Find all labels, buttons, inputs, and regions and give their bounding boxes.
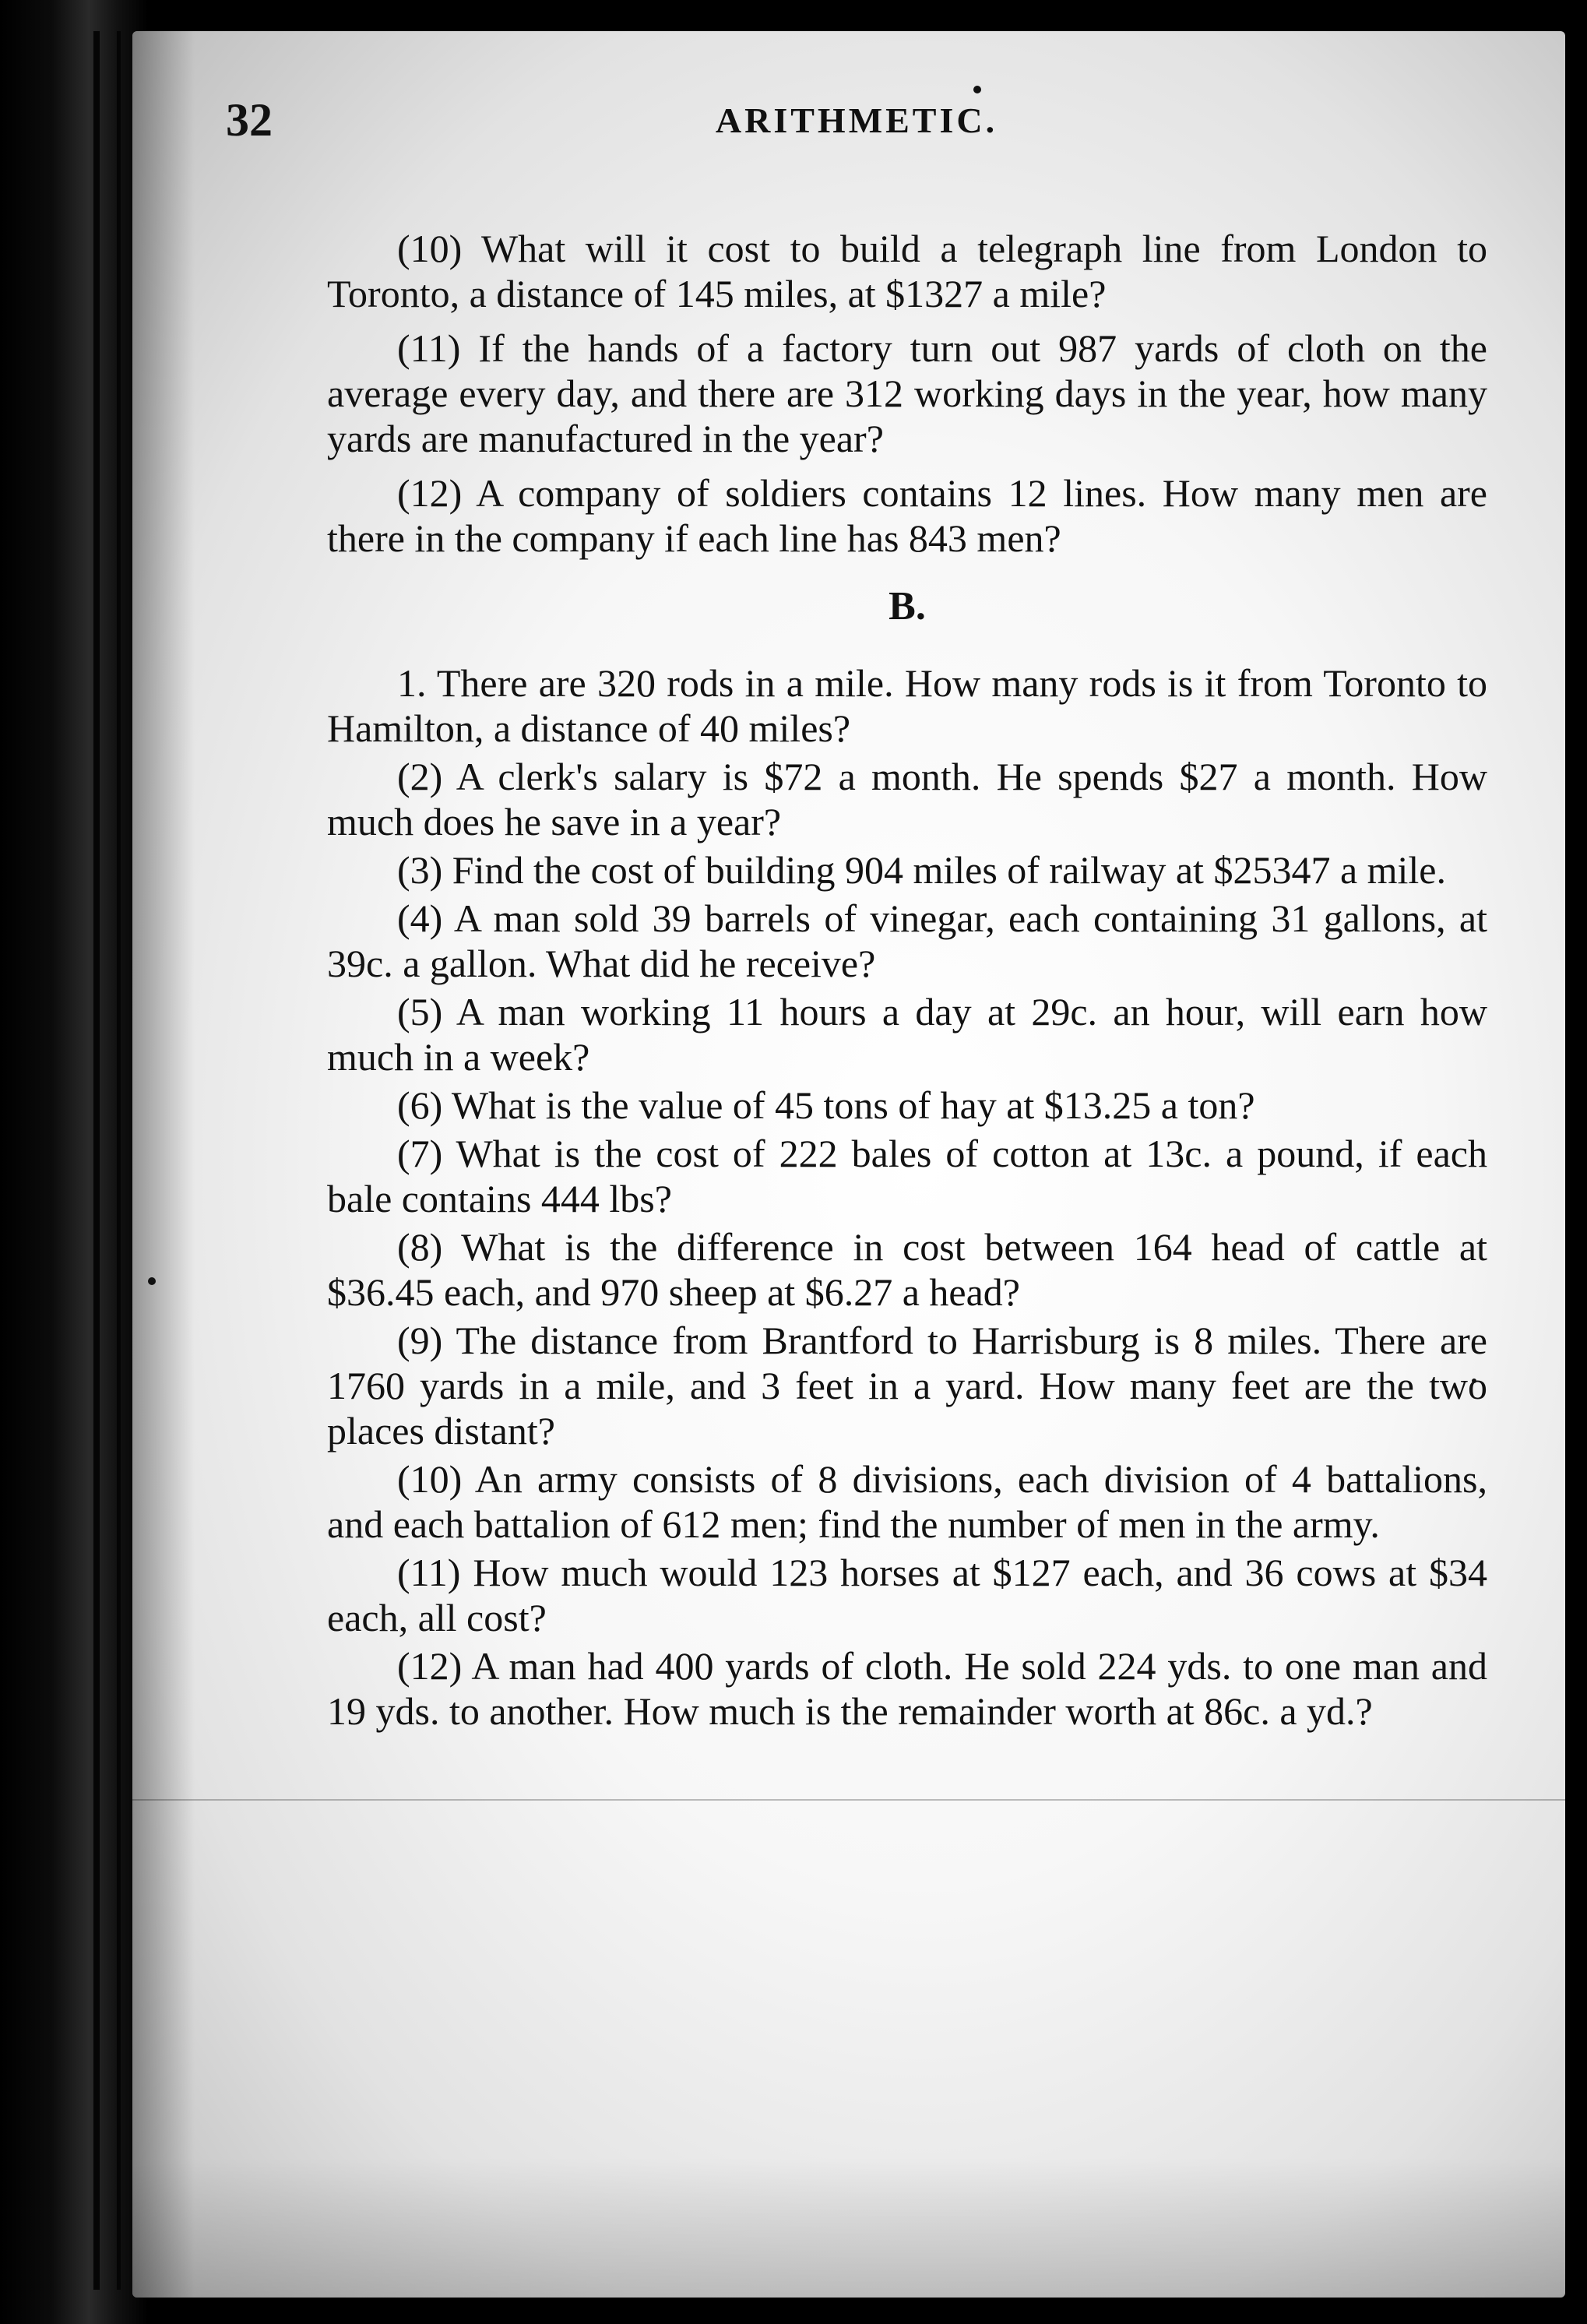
page-crease-line — [132, 1799, 1565, 1801]
problem-a-11: (11) If the hands of a factory turn out 987 yards of cloth on the average every day, and there are 312 working days in the year, how many yards are manufactured in the year? — [327, 326, 1487, 460]
page-bottom-shadow — [132, 2157, 1565, 2298]
problem-b-3: (3) Find the cost of building 904 miles of railway at $25347 a mile. — [397, 848, 1446, 892]
spine-line — [93, 31, 100, 2290]
problem-text-block — [327, 226, 1487, 1737]
problem-b-1: 1. There are 320 rods in a mile. How many rods is it from Toronto to Hamilton, a distance of 40 miles? — [327, 661, 1487, 750]
section-heading-b: B. — [889, 584, 926, 629]
problem-b-5: (5) A man working 11 hours a day at 29c. an hour, will earn how much in a week? — [327, 990, 1487, 1079]
book-spine-shadow — [0, 0, 148, 2324]
spine-line — [117, 31, 121, 2290]
problem-b-10: (10) An army consists of 8 divisions, each division of 4 battalions, and each battalion of 612 men; find the number of men in the army. — [327, 1457, 1487, 1546]
problem-b-9: (9) The distance from Brantford to Harrisburg is 8 miles. There are 1760 yards in a mile, and 3 feet in a yard. How many feet are the two places distant? — [327, 1319, 1487, 1452]
ink-speck — [973, 86, 981, 93]
problem-b-2: (2) A clerk's salary is $72 a month. He spends $27 a month. How much does he save in a year? — [327, 755, 1487, 843]
page-edge-shadow — [132, 31, 195, 2298]
problem-a-10: (10) What will it cost to build a telegraph line from London to Toronto, a distance of 145 miles, at $1327 a mile? — [327, 227, 1487, 315]
ink-speck — [148, 1277, 156, 1285]
problem-b-12: (12) A man had 400 yards of cloth. He sold 224 yds. to one man and 19 yds. to another. How much is the remainder worth at 86c. a yd.? — [327, 1644, 1487, 1733]
page-number: 32 — [226, 94, 273, 146]
page-header — [226, 93, 1487, 156]
problem-b-6: (6) What is the value of 45 tons of hay at $13.25 a ton? — [397, 1083, 1255, 1127]
problem-b-11: (11) How much would 123 horses at $127 each, and 36 cows at $34 each, all cost? — [327, 1551, 1487, 1639]
problem-b-7: (7) What is the cost of 222 bales of cotton at 13c. a pound, if each bale contains 444 lbs? — [327, 1132, 1487, 1220]
problem-b-4: (4) A man sold 39 barrels of vinegar, each containing 31 gallons, at 39c. a gallon. What did he receive? — [327, 896, 1487, 985]
problem-b-8: (8) What is the difference in cost between 164 head of cattle at $36.45 each, and 970 sheep at $6.27 a head? — [327, 1225, 1487, 1314]
running-head: ARITHMETIC. — [715, 100, 998, 140]
problem-a-12: (12) A company of soldiers contains 12 lines. How many men are there in the company if each line has 843 men? — [327, 471, 1487, 560]
